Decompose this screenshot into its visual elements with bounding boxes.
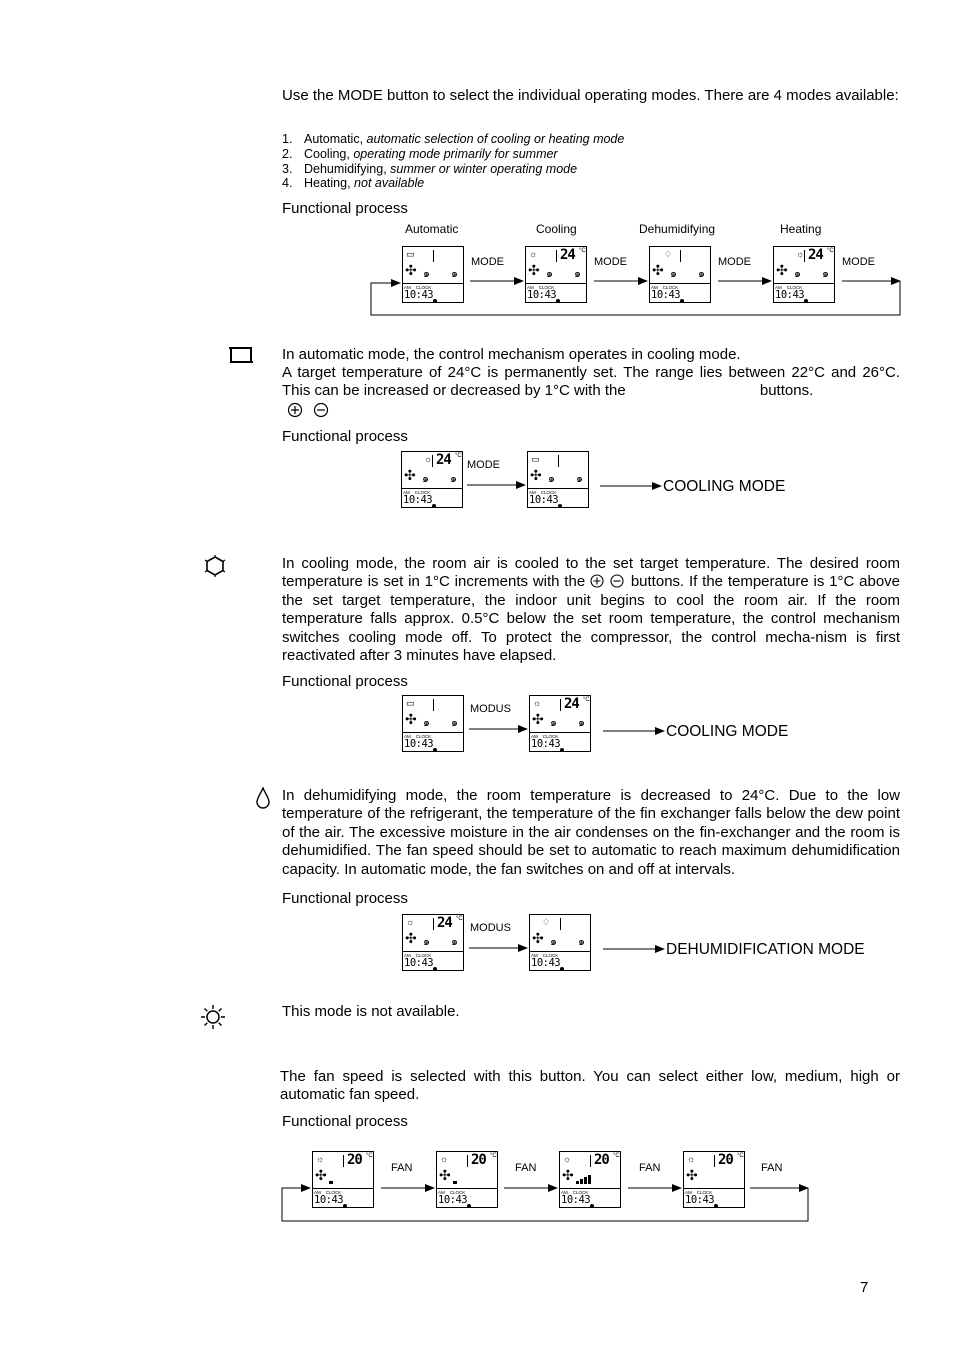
- cooling-mode-icon: ☼: [406, 917, 415, 927]
- result-cooling-mode: COOLING MODE: [666, 723, 789, 740]
- mode-step-label: MODUS: [470, 703, 511, 715]
- swing-icon: ๑: [451, 936, 458, 948]
- lcd-display-cooling: ☼ 24 °C ✣ ๑ ๑ AM CLOCK 10:43: [527, 247, 586, 301]
- lcd-display-fan-low: ☼ 20 °C ✣ AM CLOCK 10:43: [438, 1152, 497, 1206]
- fan-icon: ✣: [405, 262, 417, 278]
- swing-icon: ๑: [574, 268, 581, 280]
- swing-icon: ๑: [423, 268, 430, 280]
- functional-process-label: Functional process: [282, 200, 408, 217]
- lcd-display-automatic: ▭ ✣ ๑ ๑ AM CLOCK 10:43: [402, 246, 464, 303]
- lcd-display-automatic: ▭ ✣ ๑ ๑ AM CLOCK 10:43: [402, 695, 464, 752]
- fan-icon: ✣: [776, 262, 788, 278]
- fan-step-label: FAN: [391, 1162, 413, 1174]
- swing-icon: ๑: [822, 268, 829, 280]
- result-cooling-mode: COOLING MODE: [663, 478, 786, 495]
- header-heating: Heating: [780, 222, 822, 236]
- swing-icon: ๑: [451, 717, 458, 729]
- cooling-mode-icon: ☼: [687, 1154, 696, 1164]
- list-item: 3. Dehumidifying, summer or winter operating mode: [282, 161, 578, 176]
- fan-icon: ✣: [315, 1167, 327, 1183]
- fan-icon: ✣: [404, 467, 416, 483]
- functional-process-label: Functional process: [282, 1113, 408, 1130]
- fan-icon: ✣: [532, 711, 544, 727]
- functional-process-label: Functional process: [282, 428, 408, 445]
- swing-icon: ๑: [450, 473, 457, 485]
- fan-icon: ✣: [439, 1167, 451, 1183]
- lcd-display-fan-auto: ☼ 20 °C ✣ AM CLOCK 10:43: [314, 1152, 373, 1206]
- list-item: 4. Heating, not available: [282, 176, 425, 191]
- mode-step-label: MODE: [718, 256, 751, 268]
- cooling-mode-icon: ☼: [563, 1154, 572, 1164]
- fan-step-label: FAN: [761, 1162, 783, 1174]
- cooling-text: In cooling mode, the room air is cooled to the set target temperature. The desired room temperature is set in 1°C increments with the buttons. If the temperature is 1°C above the set target temperature, the indoor unit begins to cool the room air. If the room temperature falls approx. 0.5°C below the set room temperature, the control mechanism switches cooling mode off. To protect the compressor, the control mecha-nism is first reactivated after 3 minutes have elapsed.: [282, 555, 901, 665]
- sun-icon: ☼: [796, 249, 805, 259]
- swing-icon: ๑: [423, 717, 430, 729]
- lcd-display-fan-high: ☼ 20 °C ✣ AM CLOCK 10:43: [561, 1152, 620, 1206]
- fan-icon: ✣: [530, 467, 542, 483]
- header-dehumidifying: Dehumidifying: [639, 222, 716, 236]
- swing-icon: ๑: [576, 473, 583, 485]
- fan-icon: ✣: [562, 1167, 574, 1183]
- swing-icon: ๑: [578, 717, 585, 729]
- list-item: 1. Automatic, automatic selection of cooling or heating mode: [282, 132, 625, 146]
- auto-mode-icon: ▭: [406, 249, 415, 259]
- auto-line1: In automatic mode, the control mechanism operates in cooling mode.: [282, 346, 741, 363]
- lcd-display-dehumidifying: ♢ ✣ ๑ ๑ AM CLOCK 10:43: [649, 246, 711, 303]
- mode-step-label: MODUS: [470, 922, 511, 934]
- cooling-mode-icon: ☼: [440, 1154, 449, 1164]
- fan-icon: ✣: [528, 262, 540, 278]
- swing-icon: ๑: [423, 936, 430, 948]
- cooling-mode-icon: ☼: [533, 698, 542, 708]
- heating-text: This mode is not available.: [282, 1003, 460, 1020]
- swing-icon: ๑: [794, 268, 801, 280]
- cooling-mode-icon: ☼: [529, 249, 538, 259]
- mode-step-label: MODE: [594, 256, 627, 268]
- lcd-display-cooling: ☼ 24 °C ✣ ๑ ๑ AM CLOCK 10:43: [404, 915, 463, 969]
- fan-icon: ✣: [405, 930, 417, 946]
- mode-step-label: MODE: [471, 256, 504, 268]
- auto-line2: A target temperature of 24°C is permanently set. The range lies between 22°C and 26°C. This can be increased or decreased by 1°C with the buttons.: [282, 364, 900, 400]
- lcd-display-dehumidifying: ♢ ✣ ๑ ๑ AM CLOCK 10:43: [529, 914, 591, 971]
- intro-text: Use the MODE button to select the individual operating modes. There are 4 modes available:: [282, 87, 899, 104]
- mode-step-label: MODE: [467, 459, 500, 471]
- fan-step-label: FAN: [515, 1162, 537, 1174]
- lcd-display-cooling: ☼ 24 °C ✣ ๑ ๑ AM CLOCK 10:43: [403, 452, 462, 506]
- auto-mode-icon: ▭: [406, 698, 415, 708]
- swing-icon: ๑: [451, 268, 458, 280]
- lcd-display-cooling: ☼ 24 °C ✣ ๑ ๑ AM CLOCK 10:43: [531, 696, 590, 750]
- header-cooling: Cooling: [536, 222, 577, 236]
- swing-icon: ๑: [550, 717, 557, 729]
- lcd-display-heating: ☼ 24 °C ✣ ๑ ๑ AM CLOCK 10:43: [775, 247, 834, 301]
- swing-icon: ๑: [670, 268, 677, 280]
- fan-icon: ✣: [405, 711, 417, 727]
- page-number: 7: [860, 1279, 869, 1296]
- fan-icon: ✣: [686, 1167, 698, 1183]
- drop-icon: ♢: [542, 917, 551, 927]
- fan-text: The fan speed is selected with this button. You can select either low, medium, high or automatic fan speed.: [280, 1068, 900, 1104]
- functional-process-label: Functional process: [282, 673, 408, 690]
- header-automatic: Automatic: [405, 222, 459, 236]
- swing-icon: ๑: [698, 268, 705, 280]
- result-dehumidification-mode: DEHUMIDIFICATION MODE: [666, 941, 865, 958]
- cooling-mode-icon: ☼: [424, 454, 433, 464]
- fan-icon: ✣: [652, 262, 664, 278]
- lcd-display-fan-auto: ☼ 20 °C ✣ AM CLOCK 10:43: [685, 1152, 744, 1206]
- cooling-mode-icon: ☼: [316, 1154, 325, 1164]
- list-item: 2. Cooling, operating mode primarily for summer: [282, 146, 558, 161]
- dehum-text: In dehumidifying mode, the room temperature is decreased to 24°C. Due to the low temperature of the refrigerant, the temperature of the fin exchanger falls below the dew point of the air. The excessive moisture in the air condenses on the fin-exchanger and the room is dehumidified. The fan speed should be set to automatic to reach maximum dehumidification capacity. In automatic mode, the fan switches on and off at intervals.: [282, 787, 900, 878]
- lcd-display-automatic: ▭ ✣ ๑ ๑ AM CLOCK 10:43: [527, 451, 589, 508]
- swing-icon: ๑: [422, 473, 429, 485]
- mode-step-label: MODE: [842, 256, 875, 268]
- functional-process-label: Functional process: [282, 890, 408, 907]
- swing-icon: ๑: [546, 268, 553, 280]
- swing-icon: ๑: [548, 473, 555, 485]
- fan-step-label: FAN: [639, 1162, 661, 1174]
- drop-icon: ♢: [664, 249, 673, 259]
- fan-icon: ✣: [532, 930, 544, 946]
- auto-mode-icon: ▭: [531, 454, 540, 464]
- swing-icon: ๑: [578, 936, 585, 948]
- swing-icon: ๑: [550, 936, 557, 948]
